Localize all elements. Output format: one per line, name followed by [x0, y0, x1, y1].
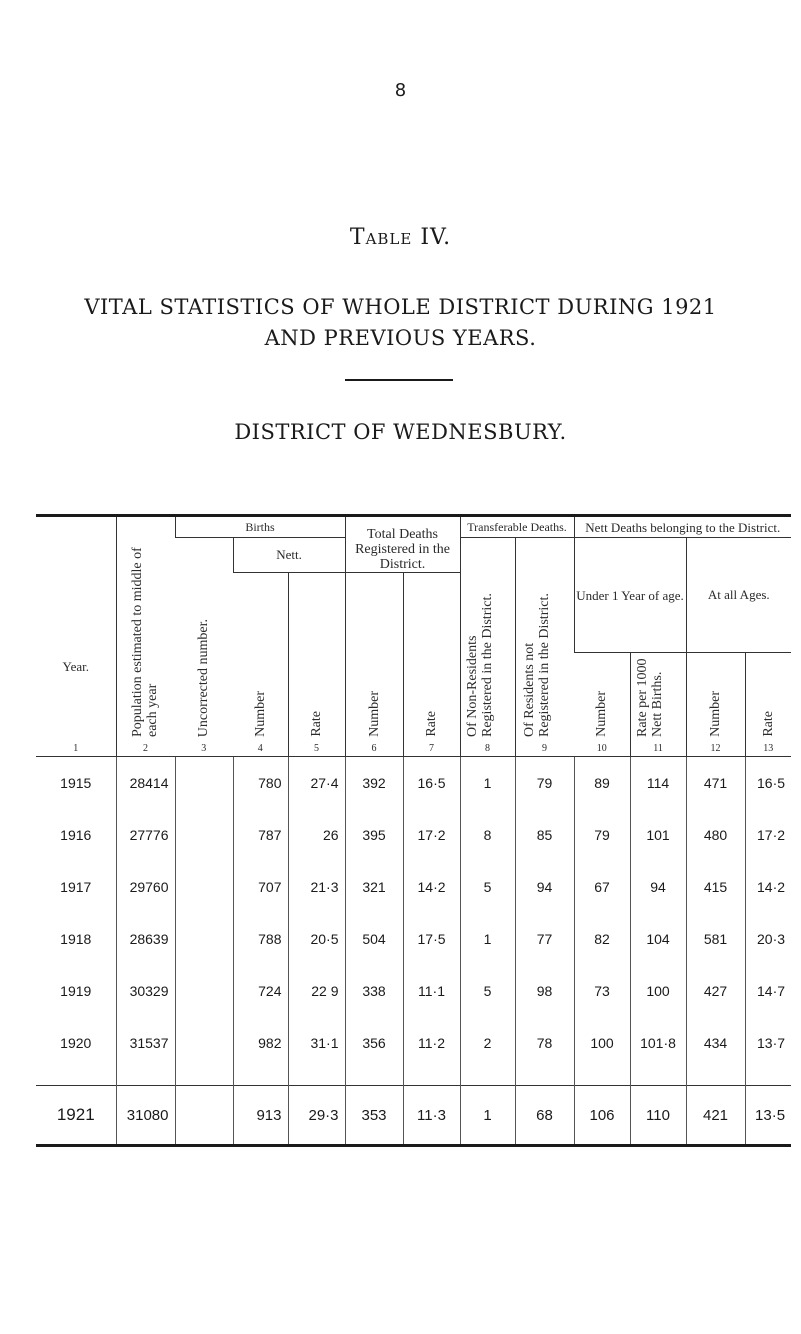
table-body [36, 757, 791, 1146]
spacer-cell [630, 1069, 686, 1086]
deaths-number-cell: 356 [345, 1017, 403, 1069]
all-ages-rate-cell: 17·2 [745, 809, 791, 861]
column-number: 6 [371, 743, 377, 754]
header-all-ages-rate-label: Rate [760, 711, 776, 737]
year-cell: 1918 [60, 931, 92, 947]
all-ages-number-cell: 581 [686, 913, 745, 965]
uncorrected-cell [175, 965, 233, 1017]
header-under-one: Under 1 Year of age. [574, 538, 686, 653]
header-all-ages-rate [745, 653, 791, 757]
header-total-deaths: Total Deaths Registered in the District. [345, 516, 460, 573]
header-under-one-rate [630, 653, 686, 757]
heading-line-2: AND PREVIOUS YEARS. [264, 326, 537, 350]
column-number: 13 [763, 743, 774, 754]
all-ages-number-cell: 415 [686, 861, 745, 913]
under-one-number-cell: 67 [574, 861, 630, 913]
uncorrected-cell [175, 809, 233, 861]
birth-number-cell: 788 [233, 913, 288, 965]
year-cell: 1915 [60, 775, 92, 791]
header-deaths-number [345, 573, 403, 757]
non-residents-cell: 2 [460, 1017, 515, 1069]
vital-statistics-table [36, 514, 791, 1147]
header-residents-not [515, 538, 574, 757]
table-row [36, 1017, 791, 1069]
all-ages-rate-cell: 14·7 [745, 965, 791, 1017]
column-number: 8 [485, 743, 491, 754]
under-one-number-cell: 73 [574, 965, 630, 1017]
header-deaths-rate [403, 573, 460, 757]
table-row [36, 913, 791, 965]
population-cell: 29760 [116, 861, 175, 913]
header-year [36, 516, 116, 757]
spacer-cell [345, 1069, 403, 1086]
spacer-cell [36, 1069, 116, 1086]
population-cell: 31537 [116, 1017, 175, 1069]
table-row [36, 965, 791, 1017]
table-row [36, 861, 791, 913]
residents-not-cell: 68 [515, 1086, 574, 1146]
population-cell: 28639 [116, 913, 175, 965]
birth-number-cell: 982 [233, 1017, 288, 1069]
spacer-cell [233, 1069, 288, 1086]
deaths-rate-cell: 16·5 [403, 757, 460, 810]
spacer-cell [515, 1069, 574, 1086]
spacer-cell [288, 1069, 345, 1086]
spacer-cell [403, 1069, 460, 1086]
residents-not-cell: 78 [515, 1017, 574, 1069]
column-number: 3 [201, 743, 207, 754]
birth-rate-cell: 27·4 [288, 757, 345, 810]
non-residents-cell: 1 [460, 1086, 515, 1146]
under-one-number-cell: 82 [574, 913, 630, 965]
birth-number-cell: 707 [233, 861, 288, 913]
deaths-number-cell: 504 [345, 913, 403, 965]
deaths-number-cell: 392 [345, 757, 403, 810]
header-birth-rate [288, 573, 345, 757]
header-nett-deaths: Nett Deaths belonging to the District. [574, 516, 791, 538]
all-ages-rate-cell: 20·3 [745, 913, 791, 965]
year-cell: 1919 [60, 983, 92, 999]
residents-not-cell: 98 [515, 965, 574, 1017]
table-heading [0, 292, 801, 354]
header-under-one-number [574, 653, 630, 757]
header-all-ages: At all Ages. [686, 538, 791, 653]
uncorrected-cell [175, 861, 233, 913]
header-deaths-number-label: Number [366, 691, 382, 737]
header-birth-number [233, 573, 288, 757]
all-ages-rate-cell: 13·7 [745, 1017, 791, 1069]
under-one-number-cell: 106 [574, 1086, 630, 1146]
header-birth-number-label: Number [252, 691, 268, 737]
all-ages-rate-cell: 14·2 [745, 861, 791, 913]
under-one-rate-cell: 100 [630, 965, 686, 1017]
deaths-rate-cell: 11·1 [403, 965, 460, 1017]
header-residents-not-label: Of Residents not Registered in the District. [521, 593, 552, 737]
header-nett: Nett. [233, 538, 345, 573]
birth-rate-cell: 31·1 [288, 1017, 345, 1069]
non-residents-cell: 1 [460, 757, 515, 810]
birth-rate-cell: 20·5 [288, 913, 345, 965]
all-ages-number-cell: 471 [686, 757, 745, 810]
header-non-residents [460, 538, 515, 757]
birth-rate-cell: 22 9 [288, 965, 345, 1017]
header-transferable: Transferable Deaths. [460, 516, 574, 538]
deaths-rate-cell: 17·2 [403, 809, 460, 861]
header-all-ages-number [686, 653, 745, 757]
header-under-one-number-label: Number [594, 691, 610, 737]
birth-number-cell: 724 [233, 965, 288, 1017]
all-ages-rate-cell: 16·5 [745, 757, 791, 810]
under-one-rate-cell: 110 [630, 1086, 686, 1146]
header-population-label: Population estimated to middle of each year [129, 547, 160, 737]
header-under-one-rate-label: Rate per 1000 Nett Births. [635, 658, 666, 737]
page-number: 8 [394, 80, 407, 101]
spacer-cell [686, 1069, 745, 1086]
header-uncorrected-label: Uncorrected number. [196, 618, 212, 737]
divider-rule [345, 379, 453, 381]
year-cell: 1920 [60, 1035, 92, 1051]
all-ages-number-cell: 434 [686, 1017, 745, 1069]
column-number: 9 [542, 743, 548, 754]
column-number: 12 [710, 743, 721, 754]
column-number: 11 [653, 743, 663, 754]
spacer-cell [460, 1069, 515, 1086]
column-number: 1 [73, 743, 79, 754]
population-cell: 28414 [116, 757, 175, 810]
all-ages-number-cell: 421 [686, 1086, 745, 1146]
year-cell: 1917 [60, 879, 92, 895]
spacer-cell [175, 1069, 233, 1086]
all-ages-rate-cell: 13·5 [745, 1086, 791, 1146]
population-cell: 27776 [116, 809, 175, 861]
population-cell: 30329 [116, 965, 175, 1017]
header-all-ages-number-label: Number [708, 691, 724, 737]
header-deaths-rate-label: Rate [424, 711, 440, 737]
under-one-number-cell: 79 [574, 809, 630, 861]
all-ages-number-cell: 427 [686, 965, 745, 1017]
residents-not-cell: 94 [515, 861, 574, 913]
header-non-residents-label: Of Non-Residents Registered in the District. [464, 593, 495, 737]
under-one-rate-cell: 114 [630, 757, 686, 810]
under-one-rate-cell: 104 [630, 913, 686, 965]
deaths-number-cell: 353 [345, 1086, 403, 1146]
header-population [116, 516, 175, 757]
header-birth-rate-label: Rate [309, 711, 324, 737]
header-uncorrected [175, 538, 233, 757]
deaths-rate-cell: 17·5 [403, 913, 460, 965]
deaths-rate-cell: 11·3 [403, 1086, 460, 1146]
non-residents-cell: 1 [460, 913, 515, 965]
deaths-rate-cell: 11·2 [403, 1017, 460, 1069]
spacer-cell [745, 1069, 791, 1086]
deaths-number-cell: 321 [345, 861, 403, 913]
year-cell: 1916 [60, 827, 92, 843]
deaths-rate-cell: 14·2 [403, 861, 460, 913]
under-one-number-cell: 100 [574, 1017, 630, 1069]
year-cell: 1921 [36, 1086, 116, 1146]
table-title: Table IV. [349, 225, 452, 250]
birth-rate-cell: 26 [288, 809, 345, 861]
header-year-label: Year. [62, 659, 89, 674]
heading-line-1: VITAL STATISTICS OF WHOLE DISTRICT DURING 1921 [84, 295, 717, 319]
birth-number-cell: 913 [233, 1086, 288, 1146]
birth-number-cell: 780 [233, 757, 288, 810]
birth-rate-cell: 21·3 [288, 861, 345, 913]
district-name: DISTRICT OF WEDNESBURY. [234, 420, 567, 444]
under-one-rate-cell: 101·8 [630, 1017, 686, 1069]
under-one-rate-cell: 94 [630, 861, 686, 913]
non-residents-cell: 8 [460, 809, 515, 861]
header-births: Births [175, 516, 345, 538]
birth-rate-cell: 29·3 [288, 1086, 345, 1146]
deaths-number-cell: 395 [345, 809, 403, 861]
residents-not-cell: 85 [515, 809, 574, 861]
table-row [36, 809, 791, 861]
spacer-cell [116, 1069, 175, 1086]
column-number: 4 [257, 743, 263, 754]
column-number: 5 [314, 743, 319, 754]
birth-number-cell: 787 [233, 809, 288, 861]
uncorrected-cell [175, 913, 233, 965]
all-ages-number-cell: 480 [686, 809, 745, 861]
column-number: 10 [596, 743, 607, 754]
table-row [36, 757, 791, 810]
non-residents-cell: 5 [460, 861, 515, 913]
deaths-number-cell: 338 [345, 965, 403, 1017]
under-one-number-cell: 89 [574, 757, 630, 810]
residents-not-cell: 77 [515, 913, 574, 965]
population-cell: 31080 [116, 1086, 175, 1146]
uncorrected-cell [175, 1086, 233, 1146]
residents-not-cell: 79 [515, 757, 574, 810]
uncorrected-cell [175, 1017, 233, 1069]
current-year-row [36, 1086, 791, 1146]
uncorrected-cell [175, 757, 233, 810]
row-spacer [36, 1069, 791, 1086]
spacer-cell [574, 1069, 630, 1086]
under-one-rate-cell: 101 [630, 809, 686, 861]
non-residents-cell: 5 [460, 965, 515, 1017]
column-number: 7 [429, 743, 435, 754]
column-number: 2 [143, 743, 148, 754]
